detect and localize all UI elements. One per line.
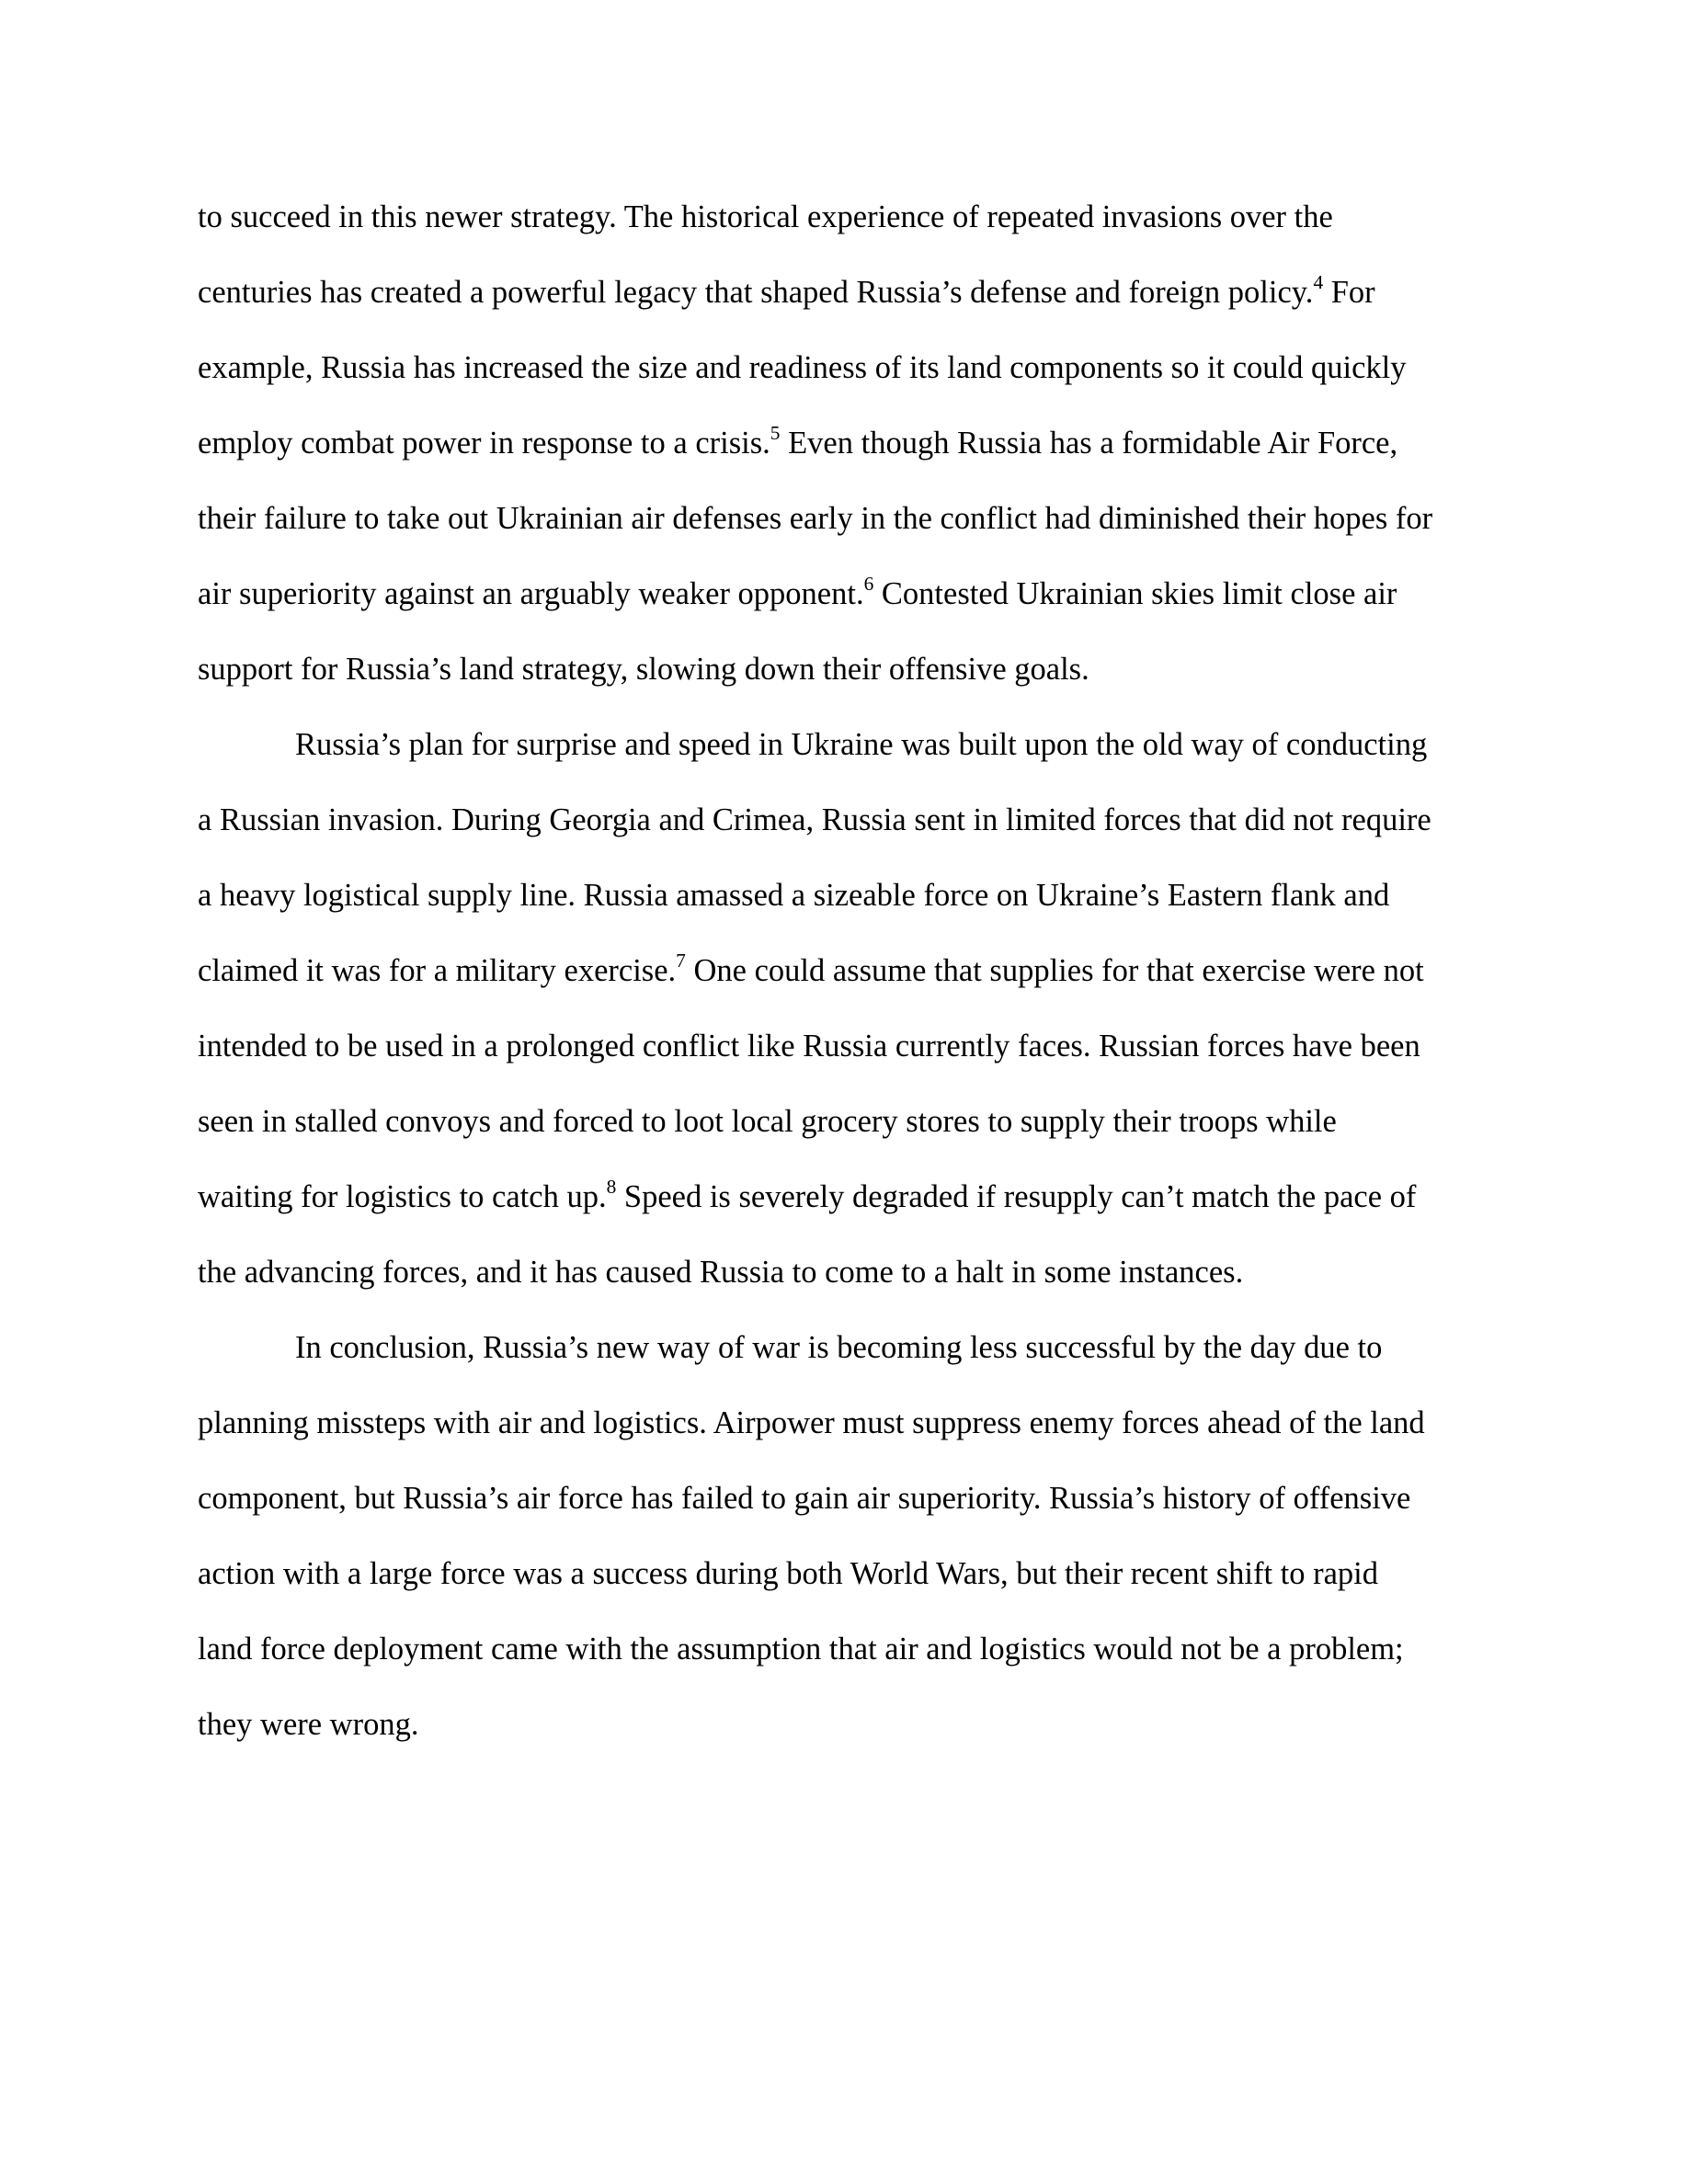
text-segment: centuries has created a powerful legacy that shaped Russia’s defense and foreign policy. (198, 275, 1314, 310)
paragraph (198, 719, 1503, 1322)
text-segment: Speed is severely degraded if resupply can’t match the pace of (616, 1179, 1417, 1214)
text-segment: Contested Ukrainian skies limit close air (873, 576, 1397, 611)
text-segment: example, Russia has increased the size and readiness of its land components so it could quickly (198, 350, 1407, 385)
text-segment: For (1323, 275, 1375, 310)
text-segment: planning missteps with air and logistics. Airpower must suppress enemy forces ahead of the land (198, 1405, 1425, 1440)
text-segment: In conclusion, Russia’s new way of war is becoming less successful by the day due to (295, 1330, 1383, 1365)
text-line (198, 417, 1503, 493)
text-line (198, 342, 1503, 417)
text-line (198, 870, 1503, 945)
text-line (198, 794, 1503, 870)
text-segment: component, but Russia’s air force has failed to gain air superiority. Russia’s history of offensive (198, 1481, 1411, 1516)
text-segment: their failure to take out Ukrainian air defenses early in the conflict had diminished their hopes for (198, 501, 1433, 536)
footnote-marker: 7 (676, 949, 686, 972)
text-segment: air superiority against an arguably weaker opponent. (198, 576, 864, 611)
text-line (198, 1096, 1503, 1171)
text-line (198, 945, 1503, 1020)
text-line (198, 1020, 1503, 1096)
text-segment: claimed it was for a military exercise. (198, 953, 677, 988)
text-line (198, 1699, 1503, 1774)
text-line (198, 267, 1503, 342)
text-line (198, 1623, 1503, 1699)
text-segment: land force deployment came with the assumption that air and logistics would not be a problem; (198, 1632, 1404, 1666)
text-line (198, 719, 1503, 794)
text-line (198, 1171, 1503, 1246)
text-segment: the advancing forces, and it has caused Russia to come to a halt in some instances. (198, 1255, 1244, 1290)
footnote-marker: 5 (770, 421, 781, 444)
text-line (198, 1548, 1503, 1623)
text-segment: a Russian invasion. During Georgia and Crimea, Russia sent in limited forces that did not require (198, 802, 1431, 837)
text-line (198, 1397, 1503, 1473)
text-line (198, 1246, 1503, 1322)
text-segment: waiting for logistics to catch up. (198, 1179, 607, 1214)
text-line (198, 493, 1503, 568)
text-segment: employ combat power in response to a crisis. (198, 426, 770, 461)
text-segment: support for Russia’s land strategy, slowing down their offensive goals. (198, 652, 1089, 687)
text-segment: they were wrong. (198, 1707, 419, 1742)
text-segment: One could assume that supplies for that exercise were not (685, 953, 1424, 988)
text-line (198, 568, 1503, 643)
paragraph (198, 1322, 1503, 1774)
text-segment: action with a large force was a success during both World Wars, but their recent shift to rapid (198, 1556, 1378, 1591)
footnote-marker: 8 (606, 1175, 617, 1198)
text-segment: Russia’s plan for surprise and speed in Ukraine was built upon the old way of conducting (295, 727, 1428, 762)
text-segment: seen in stalled convoys and forced to loot local grocery stores to supply their troops while (198, 1104, 1337, 1139)
text-line (198, 643, 1503, 719)
footnote-marker: 4 (1313, 270, 1324, 293)
text-segment: Even though Russia has a formidable Air Force, (780, 426, 1398, 461)
text-segment: to succeed in this newer strategy. The historical experience of repeated invasions over the (198, 199, 1333, 234)
paragraph (198, 191, 1503, 719)
footnote-marker: 6 (863, 572, 874, 595)
text-segment: intended to be used in a prolonged conflict like Russia currently faces. Russian forces have been (198, 1029, 1420, 1064)
text-segment: a heavy logistical supply line. Russia amassed a sizeable force on Ukraine’s Eastern flank and (198, 878, 1390, 913)
text-line (198, 191, 1503, 267)
text-line (198, 1473, 1503, 1548)
body-text (198, 191, 1503, 1774)
text-line (198, 1322, 1503, 1397)
